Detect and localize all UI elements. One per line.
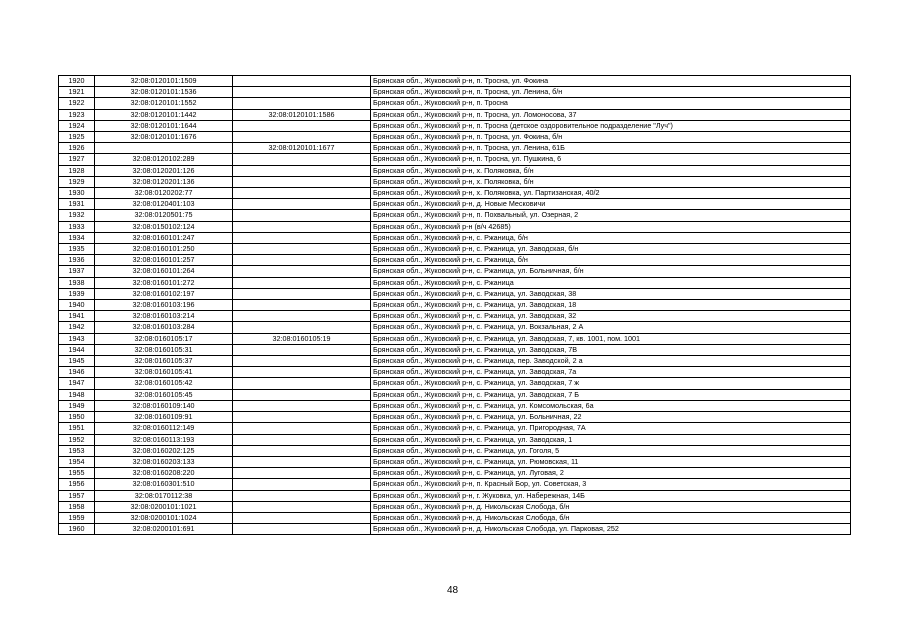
table-row bbox=[59, 288, 851, 299]
cadastral-number-cell: 32:08:0120101:1536 bbox=[95, 87, 233, 98]
row-number-cell: 1923 bbox=[59, 109, 95, 120]
address-cell: Брянская обл., Жуковский р-н, п. Тросна bbox=[371, 98, 851, 109]
row-number-cell: 1949 bbox=[59, 400, 95, 411]
address-cell: Брянская обл., Жуковский р-н, с. Ржаница, ул. Комсомольская, 6а bbox=[371, 400, 851, 411]
address-cell: Брянская обл., Жуковский р-н, с. Ржаница, ул. Заводская, 7, кв. 1001, пом. 1001 bbox=[371, 333, 851, 344]
table-row bbox=[59, 456, 851, 467]
cadastral-number-cell: 32:08:0160105:41 bbox=[95, 367, 233, 378]
parent-cadastral-cell bbox=[233, 120, 371, 131]
table-row bbox=[59, 232, 851, 243]
cadastral-number-cell: 32:08:0160105:31 bbox=[95, 344, 233, 355]
address-cell: Брянская обл., Жуковский р-н, с. Ржаница, ул. Пригородная, 7А bbox=[371, 423, 851, 434]
cadastral-number-cell: 32:08:0120101:1644 bbox=[95, 120, 233, 131]
address-cell: Брянская обл., Жуковский р-н, с. Ржаница, ул. Гоголя, 5 bbox=[371, 445, 851, 456]
cadastral-number-cell: 32:08:0160202:125 bbox=[95, 445, 233, 456]
table-row bbox=[59, 479, 851, 490]
cadastral-number-cell: 32:08:0120401:103 bbox=[95, 199, 233, 210]
table-row bbox=[59, 132, 851, 143]
row-number-cell: 1953 bbox=[59, 445, 95, 456]
table-row bbox=[59, 277, 851, 288]
row-number-cell: 1925 bbox=[59, 132, 95, 143]
parent-cadastral-cell bbox=[233, 255, 371, 266]
row-number-cell: 1948 bbox=[59, 389, 95, 400]
address-cell: Брянская обл., Жуковский р-н, х. Поляковка, б/н bbox=[371, 176, 851, 187]
row-number-cell: 1927 bbox=[59, 154, 95, 165]
address-cell: Брянская обл., Жуковский р-н, с. Ржаница, б/н bbox=[371, 255, 851, 266]
row-number-cell: 1944 bbox=[59, 344, 95, 355]
table-row bbox=[59, 333, 851, 344]
parent-cadastral-cell bbox=[233, 456, 371, 467]
address-cell: Брянская обл., Жуковский р-н, д. Новые Месковичи bbox=[371, 199, 851, 210]
address-cell: Брянская обл., Жуковский р-н, с. Ржаница, ул. Заводская, 7В bbox=[371, 344, 851, 355]
cadastral-number-cell: 32:08:0160105:42 bbox=[95, 378, 233, 389]
table-row bbox=[59, 445, 851, 456]
cadastral-number-cell: 32:08:0160113:193 bbox=[95, 434, 233, 445]
parent-cadastral-cell bbox=[233, 400, 371, 411]
address-cell: Брянская обл., Жуковский р-н, х. Поляковка, б/н bbox=[371, 165, 851, 176]
cadastral-number-cell: 32:08:0160208:220 bbox=[95, 468, 233, 479]
row-number-cell: 1934 bbox=[59, 232, 95, 243]
table-row bbox=[59, 154, 851, 165]
parent-cadastral-cell bbox=[233, 378, 371, 389]
parent-cadastral-cell bbox=[233, 87, 371, 98]
row-number-cell: 1957 bbox=[59, 490, 95, 501]
cadastral-number-cell: 32:08:0170112:38 bbox=[95, 490, 233, 501]
table-row bbox=[59, 98, 851, 109]
parent-cadastral-cell bbox=[233, 244, 371, 255]
parent-cadastral-cell bbox=[233, 165, 371, 176]
table-row bbox=[59, 512, 851, 523]
address-cell: Брянская обл., Жуковский р-н, п. Красный Бор, ул. Советская, 3 bbox=[371, 479, 851, 490]
row-number-cell: 1933 bbox=[59, 221, 95, 232]
address-cell: Брянская обл., Жуковский р-н, п. Тросна, ул. Ломоносова, 37 bbox=[371, 109, 851, 120]
table-row bbox=[59, 524, 851, 535]
table-row bbox=[59, 120, 851, 131]
address-cell: Брянская обл., Жуковский р-н, с. Ржаница, ул. Заводская, 7 ж bbox=[371, 378, 851, 389]
table-row bbox=[59, 378, 851, 389]
parent-cadastral-cell bbox=[233, 154, 371, 165]
cadastral-number-cell bbox=[95, 143, 233, 154]
row-number-cell: 1947 bbox=[59, 378, 95, 389]
row-number-cell: 1940 bbox=[59, 300, 95, 311]
address-cell: Брянская обл., Жуковский р-н, д. Никольская Слобода, б/н bbox=[371, 501, 851, 512]
parent-cadastral-cell bbox=[233, 300, 371, 311]
table-row bbox=[59, 367, 851, 378]
row-number-cell: 1943 bbox=[59, 333, 95, 344]
row-number-cell: 1945 bbox=[59, 356, 95, 367]
row-number-cell: 1941 bbox=[59, 311, 95, 322]
table-row bbox=[59, 423, 851, 434]
cadastral-number-cell: 32:08:0120101:1552 bbox=[95, 98, 233, 109]
parent-cadastral-cell bbox=[233, 132, 371, 143]
parent-cadastral-cell bbox=[233, 322, 371, 333]
row-number-cell: 1930 bbox=[59, 188, 95, 199]
parent-cadastral-cell bbox=[233, 468, 371, 479]
table-row bbox=[59, 468, 851, 479]
address-cell: Брянская обл., Жуковский р-н, п. Тросна, ул. Ленина, б/н bbox=[371, 87, 851, 98]
address-cell: Брянская обл., Жуковский р-н (в/ч 42685) bbox=[371, 221, 851, 232]
address-cell: Брянская обл., Жуковский р-н, п. Похвальный, ул. Озерная, 2 bbox=[371, 210, 851, 221]
parent-cadastral-cell bbox=[233, 412, 371, 423]
cadastral-number-cell: 32:08:0120102:289 bbox=[95, 154, 233, 165]
table-row bbox=[59, 176, 851, 187]
cadastral-number-cell: 32:08:0160103:214 bbox=[95, 311, 233, 322]
row-number-cell: 1924 bbox=[59, 120, 95, 131]
address-cell: Брянская обл., Жуковский р-н, с. Ржаница, ул. Заводская, 38 bbox=[371, 288, 851, 299]
parent-cadastral-cell bbox=[233, 490, 371, 501]
address-cell: Брянская обл., Жуковский р-н, п. Тросна (детское оздоровительное подразделение "Луч") bbox=[371, 120, 851, 131]
parent-cadastral-cell bbox=[233, 232, 371, 243]
parent-cadastral-cell bbox=[233, 445, 371, 456]
address-cell: Брянская обл., Жуковский р-н, с. Ржаница, ул. Заводская, б/н bbox=[371, 244, 851, 255]
table-row bbox=[59, 322, 851, 333]
table-row bbox=[59, 266, 851, 277]
cadastral-number-cell: 32:08:0150102:124 bbox=[95, 221, 233, 232]
cadastral-number-cell: 32:08:0160102:197 bbox=[95, 288, 233, 299]
address-cell: Брянская обл., Жуковский р-н, с. Ржаница, ул. Заводская, 18 bbox=[371, 300, 851, 311]
registry-table bbox=[58, 75, 851, 535]
table-row bbox=[59, 221, 851, 232]
cadastral-number-cell: 32:08:0120101:1442 bbox=[95, 109, 233, 120]
row-number-cell: 1921 bbox=[59, 87, 95, 98]
parent-cadastral-cell: 32:08:0120101:1586 bbox=[233, 109, 371, 120]
cadastral-number-cell: 32:08:0160105:17 bbox=[95, 333, 233, 344]
cadastral-number-cell: 32:08:0160105:37 bbox=[95, 356, 233, 367]
parent-cadastral-cell: 32:08:0160105:19 bbox=[233, 333, 371, 344]
address-cell: Брянская обл., Жуковский р-н, с. Ржаница, ул. Больничная, б/н bbox=[371, 266, 851, 277]
parent-cadastral-cell bbox=[233, 288, 371, 299]
table-row bbox=[59, 210, 851, 221]
address-cell: Брянская обл., Жуковский р-н, с. Ржаница, ул. Рюмовская, 11 bbox=[371, 456, 851, 467]
cadastral-number-cell: 32:08:0120201:136 bbox=[95, 176, 233, 187]
row-number-cell: 1935 bbox=[59, 244, 95, 255]
table-row bbox=[59, 300, 851, 311]
address-cell: Брянская обл., Жуковский р-н, г. Жуковка, ул. Набережная, 14Б bbox=[371, 490, 851, 501]
cadastral-number-cell: 32:08:0160101:264 bbox=[95, 266, 233, 277]
row-number-cell: 1937 bbox=[59, 266, 95, 277]
row-number-cell: 1920 bbox=[59, 76, 95, 87]
parent-cadastral-cell bbox=[233, 188, 371, 199]
registry-table-body bbox=[59, 76, 851, 535]
table-row bbox=[59, 412, 851, 423]
table-row bbox=[59, 400, 851, 411]
address-cell: Брянская обл., Жуковский р-н, с. Ржаница, ул. Заводская, 7а bbox=[371, 367, 851, 378]
table-row bbox=[59, 255, 851, 266]
cadastral-number-cell: 32:08:0120101:1509 bbox=[95, 76, 233, 87]
address-cell: Брянская обл., Жуковский р-н, с. Ржаница, ул. Вокзальная, 2 А bbox=[371, 322, 851, 333]
row-number-cell: 1929 bbox=[59, 176, 95, 187]
cadastral-number-cell: 32:08:0160203:133 bbox=[95, 456, 233, 467]
cadastral-number-cell: 32:08:0160101:272 bbox=[95, 277, 233, 288]
row-number-cell: 1928 bbox=[59, 165, 95, 176]
cadastral-number-cell: 32:08:0160109:91 bbox=[95, 412, 233, 423]
cadastral-number-cell: 32:08:0160112:149 bbox=[95, 423, 233, 434]
table-row bbox=[59, 76, 851, 87]
address-cell: Брянская обл., Жуковский р-н, п. Тросна, ул. Ленина, 61Б bbox=[371, 143, 851, 154]
parent-cadastral-cell bbox=[233, 356, 371, 367]
row-number-cell: 1932 bbox=[59, 210, 95, 221]
row-number-cell: 1939 bbox=[59, 288, 95, 299]
address-cell: Брянская обл., Жуковский р-н, п. Тросна, ул. Фокина bbox=[371, 76, 851, 87]
address-cell: Брянская обл., Жуковский р-н, п. Тросна, ул. Пушкина, 6 bbox=[371, 154, 851, 165]
parent-cadastral-cell bbox=[233, 199, 371, 210]
cadastral-number-cell: 32:08:0160301:510 bbox=[95, 479, 233, 490]
row-number-cell: 1931 bbox=[59, 199, 95, 210]
cadastral-number-cell: 32:08:0160105:45 bbox=[95, 389, 233, 400]
address-cell: Брянская обл., Жуковский р-н, д. Никольская Слобода, б/н bbox=[371, 512, 851, 523]
address-cell: Брянская обл., Жуковский р-н, с. Ржаница, б/н bbox=[371, 232, 851, 243]
row-number-cell: 1955 bbox=[59, 468, 95, 479]
table-row bbox=[59, 165, 851, 176]
row-number-cell: 1950 bbox=[59, 412, 95, 423]
row-number-cell: 1959 bbox=[59, 512, 95, 523]
cadastral-number-cell: 32:08:0120101:1676 bbox=[95, 132, 233, 143]
parent-cadastral-cell bbox=[233, 221, 371, 232]
table-row bbox=[59, 143, 851, 154]
table-row bbox=[59, 389, 851, 400]
parent-cadastral-cell bbox=[233, 98, 371, 109]
row-number-cell: 1956 bbox=[59, 479, 95, 490]
parent-cadastral-cell bbox=[233, 389, 371, 400]
cadastral-number-cell: 32:08:0160103:284 bbox=[95, 322, 233, 333]
cadastral-number-cell: 32:08:0160103:196 bbox=[95, 300, 233, 311]
cadastral-number-cell: 32:08:0120201:126 bbox=[95, 165, 233, 176]
parent-cadastral-cell bbox=[233, 501, 371, 512]
parent-cadastral-cell bbox=[233, 512, 371, 523]
table-row bbox=[59, 109, 851, 120]
row-number-cell: 1922 bbox=[59, 98, 95, 109]
table-row bbox=[59, 311, 851, 322]
address-cell: Брянская обл., Жуковский р-н, п. Тросна, ул. Фокина, б/н bbox=[371, 132, 851, 143]
row-number-cell: 1954 bbox=[59, 456, 95, 467]
address-cell: Брянская обл., Жуковский р-н, с. Ржаница, ул. Заводская, 32 bbox=[371, 311, 851, 322]
parent-cadastral-cell bbox=[233, 266, 371, 277]
cadastral-number-cell: 32:08:0120501:75 bbox=[95, 210, 233, 221]
cadastral-number-cell: 32:08:0160101:247 bbox=[95, 232, 233, 243]
row-number-cell: 1936 bbox=[59, 255, 95, 266]
address-cell: Брянская обл., Жуковский р-н, с. Ржаница, пер. Заводской, 2 а bbox=[371, 356, 851, 367]
table-row bbox=[59, 244, 851, 255]
row-number-cell: 1926 bbox=[59, 143, 95, 154]
row-number-cell: 1951 bbox=[59, 423, 95, 434]
table-row bbox=[59, 188, 851, 199]
parent-cadastral-cell bbox=[233, 176, 371, 187]
parent-cadastral-cell bbox=[233, 344, 371, 355]
cadastral-number-cell: 32:08:0160101:250 bbox=[95, 244, 233, 255]
parent-cadastral-cell bbox=[233, 76, 371, 87]
address-cell: Брянская обл., Жуковский р-н, с. Ржаница, ул. Луговая, 2 bbox=[371, 468, 851, 479]
row-number-cell: 1942 bbox=[59, 322, 95, 333]
row-number-cell: 1960 bbox=[59, 524, 95, 535]
parent-cadastral-cell bbox=[233, 524, 371, 535]
address-cell: Брянская обл., Жуковский р-н, с. Ржаница bbox=[371, 277, 851, 288]
address-cell: Брянская обл., Жуковский р-н, х. Поляковка, ул. Партизанская, 40/2 bbox=[371, 188, 851, 199]
parent-cadastral-cell bbox=[233, 367, 371, 378]
table-row bbox=[59, 356, 851, 367]
table-row bbox=[59, 344, 851, 355]
cadastral-number-cell: 32:08:0200101:1024 bbox=[95, 512, 233, 523]
parent-cadastral-cell bbox=[233, 210, 371, 221]
parent-cadastral-cell bbox=[233, 277, 371, 288]
table-row bbox=[59, 490, 851, 501]
cadastral-number-cell: 32:08:0120202:77 bbox=[95, 188, 233, 199]
address-cell: Брянская обл., Жуковский р-н, д. Никольская Слобода, ул. Парковая, 252 bbox=[371, 524, 851, 535]
address-cell: Брянская обл., Жуковский р-н, с. Ржаница, ул. Больничная, 22 bbox=[371, 412, 851, 423]
cadastral-number-cell: 32:08:0160101:257 bbox=[95, 255, 233, 266]
parent-cadastral-cell bbox=[233, 434, 371, 445]
parent-cadastral-cell bbox=[233, 479, 371, 490]
address-cell: Брянская обл., Жуковский р-н, с. Ржаница, ул. Заводская, 1 bbox=[371, 434, 851, 445]
cadastral-number-cell: 32:08:0160109:140 bbox=[95, 400, 233, 411]
parent-cadastral-cell bbox=[233, 311, 371, 322]
row-number-cell: 1958 bbox=[59, 501, 95, 512]
row-number-cell: 1938 bbox=[59, 277, 95, 288]
table-row bbox=[59, 87, 851, 98]
table-row bbox=[59, 501, 851, 512]
row-number-cell: 1952 bbox=[59, 434, 95, 445]
address-cell: Брянская обл., Жуковский р-н, с. Ржаница, ул. Заводская, 7 Б bbox=[371, 389, 851, 400]
parent-cadastral-cell bbox=[233, 423, 371, 434]
row-number-cell: 1946 bbox=[59, 367, 95, 378]
cadastral-number-cell: 32:08:0200101:691 bbox=[95, 524, 233, 535]
cadastral-number-cell: 32:08:0200101:1021 bbox=[95, 501, 233, 512]
parent-cadastral-cell: 32:08:0120101:1677 bbox=[233, 143, 371, 154]
table-row bbox=[59, 434, 851, 445]
page-number: 48 bbox=[446, 585, 459, 596]
table-row bbox=[59, 199, 851, 210]
